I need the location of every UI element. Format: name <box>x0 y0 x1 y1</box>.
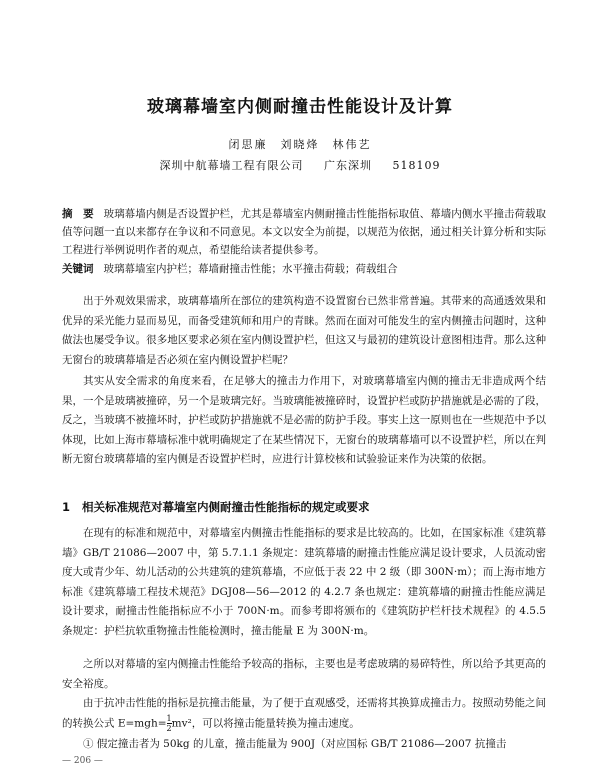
body-paragraph: 出于外观效果需求，玻璃幕墙所在部位的建筑构造不设置窗台已然非常普遍。其带来的高通透效果和优异的采光能力显而易见，而备受建筑师和用户的青睐。然而在面对可能发生的室内侧撞击问题时，这种做法也屡受争议。很多地区要求必须在室内侧设置护栏，但这又与最初的建筑设计意图相违背。那么这种无窗台的玻璃幕墙是否必须在室内侧设置护栏呢？ <box>62 295 546 366</box>
abstract-label: 摘 要 <box>62 208 94 220</box>
body-paragraph: 在现有的标准和规范中，对幕墙室内侧撞击性能指标的要求是比较高的。比如，在国家标准《建筑幕墙》GB/T 21086—2007 中，第 5.7.1.1 条规定：建筑幕墙的耐撞击性能应满足设计要求，人员流动密度大或青少年、幼儿活动的公共建筑的建筑幕墙，不应低于表 22 中 2 级（即 300N·m）；而上海市地方标准《建筑幕墙工程技术规范》DGJ08—56—2012 的 4.2.7 条也规定：建筑幕墙的耐撞击性能应满足设计要求，耐撞击性能指标应不小于 700N·m。而参考即将颁布的《建筑防护栏杆技术规程》的 4.5.5 条规定：护栏抗软重物撞击性能检测时，撞击能量 E 为 300N·m。 <box>62 527 546 637</box>
keywords <box>62 260 546 278</box>
keywords-text: 玻璃幕墙室内护栏；幕墙耐撞击性能；水平撞击荷载；荷载组合 <box>103 263 398 275</box>
abstract <box>62 205 546 259</box>
body-paragraph: 之所以对幕墙的室内侧撞击性能给予较高的指标，主要也是考虑玻璃的易碎特性，所以给予其更高的安全裕度。 <box>62 658 546 690</box>
formula-text-before: 由于抗冲击性能的指标是抗撞击能量，为了便于直观感受，还需将其换算成撞击力。按照动势能之间的转换公式 E=mgh= <box>62 697 546 729</box>
fraction-numerator: 1 <box>166 713 172 723</box>
formula-text-after: mv²，可以将撞击能量转换为撞击速度。 <box>171 717 360 729</box>
abstract-text: 玻璃幕墙内侧是否设置护栏，尤其是幕墙室内侧耐撞击性能指标取值、幕墙内侧水平撞击荷载取值等问题一直以来都存在争议和不同意见。本文以安全为前提，以规范为依据，通过相关计算分析和实际工程进行举例说明作者的观点，希望能给读者提供参考。 <box>62 208 547 256</box>
section-title: 相关标准规范对幕墙室内侧耐撞击性能指标的规定或要求 <box>82 500 370 514</box>
body-paragraph: 其实从安全需求的角度来看，在足够大的撞击力作用下，对玻璃幕墙室内侧的撞击无非造成两个结果，一个是玻璃被撞碎，另一个是玻璃完好。当玻璃能被撞碎时，设置护栏或防护措施就是必需的了段，反之，当玻璃不被撞坏时，护栏或防护措施就不是必需的防护手段。事实上这一原则也在一些规范中予以体现，比如上海市幕墙标准中就明确规定了在某些情况下，无窗台的玻璃幕墙可以不设置护栏，所以在判断无窗台玻璃幕墙的室内侧是否设置护栏时，应进行计算校核和试验验证来作为决策的依据。 <box>62 375 546 465</box>
keywords-label: 关键词 <box>62 263 94 275</box>
affiliation-city: 广东深圳 <box>324 159 372 172</box>
affiliation-postcode: 518109 <box>392 159 441 172</box>
section-heading <box>62 499 546 515</box>
body-paragraph: ① 假定撞击者为 50kg 的儿童，撞击能量为 900J（对应国标 GB/T 21086—2007 抗撞击 <box>83 738 507 750</box>
section-number: 1 <box>62 500 71 514</box>
affiliation <box>0 157 600 173</box>
paper-title: 玻璃幕墙室内侧耐撞击性能设计及计算 <box>147 97 453 117</box>
page-number-fragment: — 206 — <box>62 756 103 766</box>
body-paragraph-formula <box>62 694 546 734</box>
author-list: 闭思廉 刘晓烽 林伟艺 <box>228 138 372 151</box>
fraction-denominator: 2 <box>166 723 172 733</box>
affiliation-company: 深圳中航幕墙工程有限公司 <box>159 159 304 172</box>
